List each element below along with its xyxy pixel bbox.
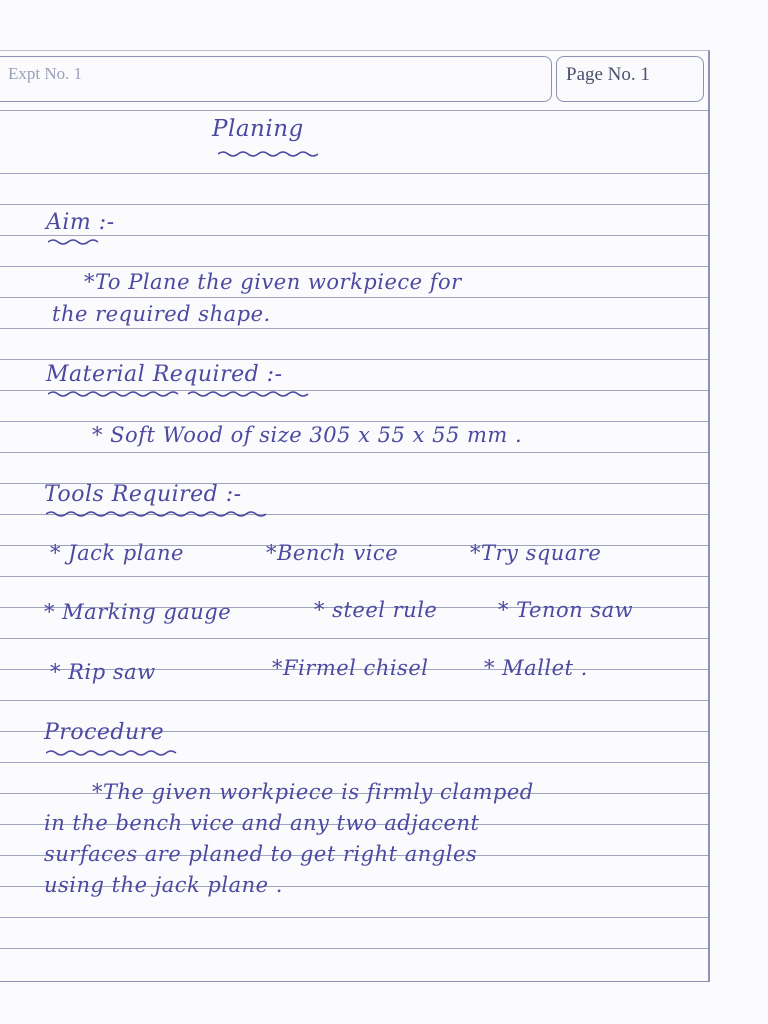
tool-mallet: * Mallet .	[484, 656, 588, 680]
procedure-heading: Procedure	[44, 720, 165, 745]
procedure-line-2: in the bench vice and any two adjacent	[44, 811, 480, 835]
tool-rip-saw: * Rip saw	[50, 660, 156, 684]
page-title: Planing	[212, 116, 304, 142]
procedure-line-3: surfaces are planed to get right angles	[44, 842, 478, 866]
procedure-underline	[46, 749, 182, 757]
tool-try-square: *Try square	[470, 541, 602, 565]
aim-heading: Aim :-	[46, 210, 115, 235]
tools-heading: Tools Required :-	[44, 482, 242, 507]
ruled-line	[0, 452, 708, 453]
tools-underline	[46, 510, 276, 518]
expt-number-box	[0, 56, 552, 102]
procedure-line-4: using the jack plane .	[44, 873, 283, 897]
ruled-line	[0, 917, 708, 918]
material-underline	[48, 390, 318, 398]
tool-steel-rule: * steel rule	[314, 598, 438, 622]
page-number-label: Page No. 1	[566, 64, 650, 85]
ruled-line	[0, 762, 708, 763]
ruled-line	[0, 297, 708, 298]
procedure-line-1: *The given workpiece is firmly clamped	[92, 780, 534, 804]
ruled-line	[0, 110, 708, 111]
title-underline	[218, 150, 318, 158]
aim-line-1: *To Plane the given workpiece for	[84, 270, 462, 294]
ruled-line	[0, 204, 708, 205]
expt-number-label: Expt No. 1	[8, 64, 83, 83]
tool-tenon-saw: * Tenon saw	[498, 598, 634, 622]
ruled-line	[0, 638, 708, 639]
ruled-line	[0, 328, 708, 329]
ruled-line	[0, 266, 708, 267]
material-item: * Soft Wood of size 305 x 55 x 55 mm .	[92, 423, 523, 447]
tool-jack-plane: * Jack plane	[50, 541, 184, 565]
aim-line-2: the required shape.	[52, 302, 271, 326]
tool-bench-vice: *Bench vice	[266, 541, 399, 565]
ruled-line	[0, 948, 708, 949]
ruled-line	[0, 421, 708, 422]
ruled-line	[0, 235, 708, 236]
ruled-line	[0, 576, 708, 577]
material-heading: Material Required :-	[46, 362, 283, 387]
ruled-line	[0, 700, 708, 701]
ruled-line	[0, 173, 708, 174]
ruled-line	[0, 359, 708, 360]
aim-underline	[48, 238, 100, 246]
tool-firmer-chisel: *Firmel chisel	[272, 656, 429, 680]
tool-marking-gauge: * Marking gauge	[44, 600, 232, 624]
